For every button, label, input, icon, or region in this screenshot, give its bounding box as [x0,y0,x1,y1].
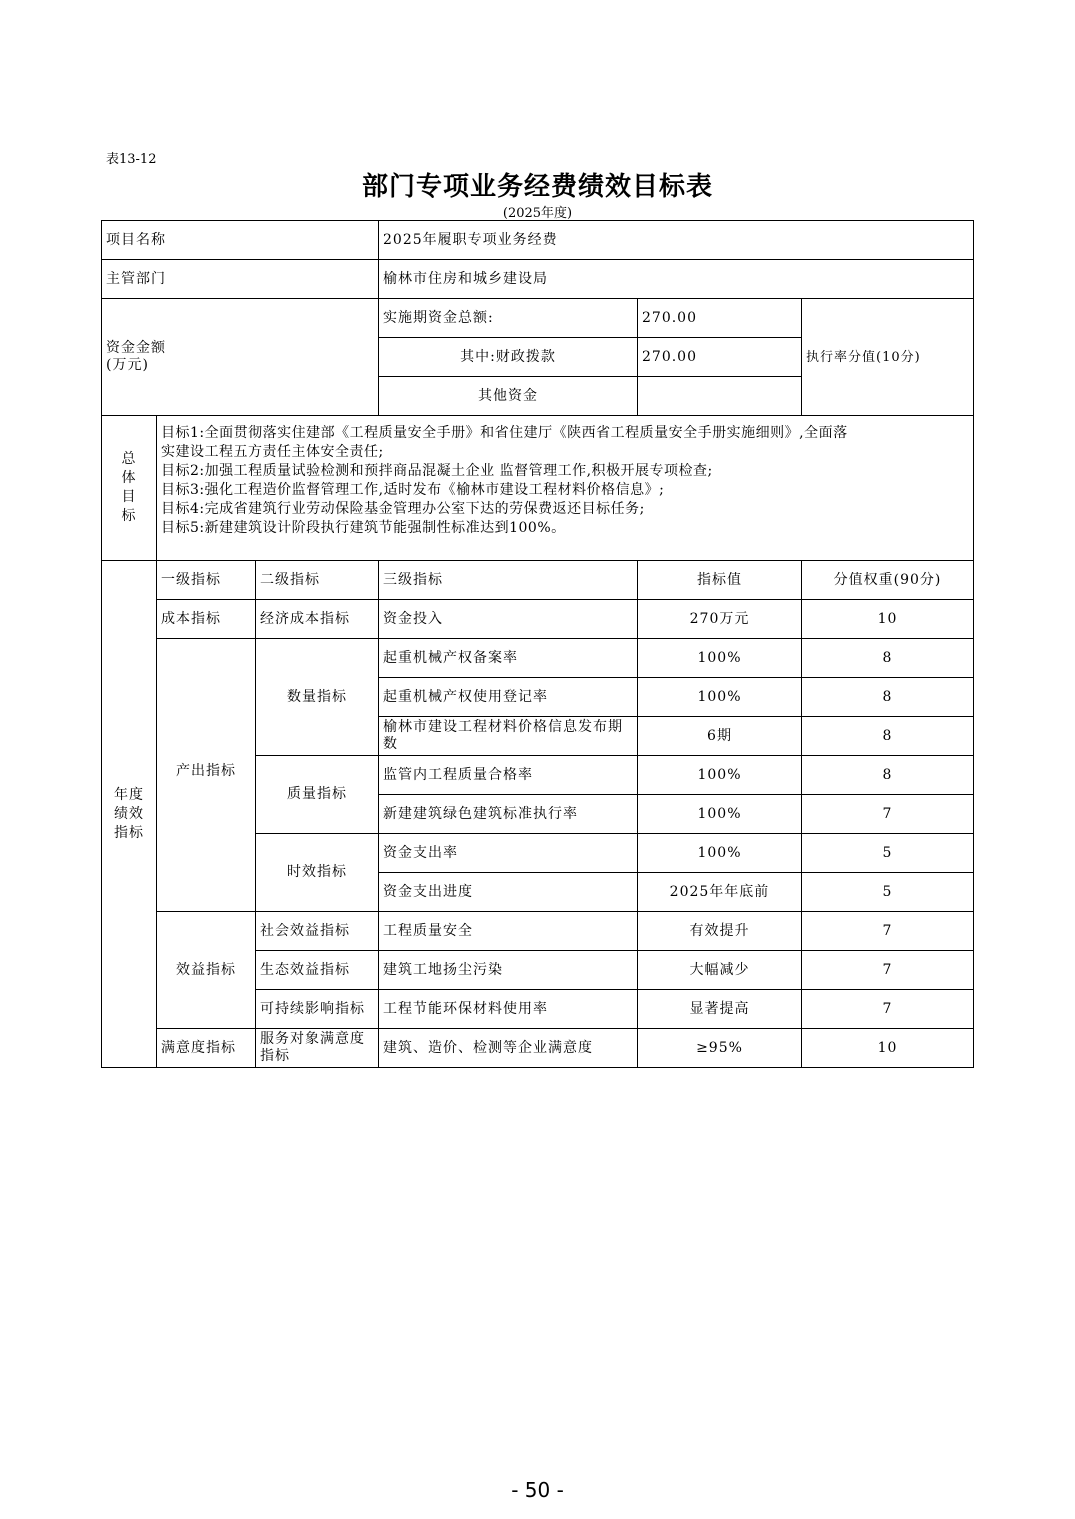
goal-line: 目标5:新建建筑设计阶段执行建筑节能强制性标准达到100%。 [161,520,566,536]
weight-cell: 8 [802,717,974,756]
department-value: 榆林市住房和城乡建设局 [379,260,974,299]
header-level3: 三级指标 [379,561,638,600]
annual-indicator-label [102,561,157,1068]
value-cell: 2025年年底前 [638,873,802,912]
level3-cell: 起重机械产权备案率 [379,639,638,678]
row-overall-goals [102,416,974,561]
weight-cell: 7 [802,912,974,951]
level2-service: 服务对象满意度指标 [256,1029,379,1068]
weight-cell: 5 [802,834,974,873]
level3-cell: 工程质量安全 [379,912,638,951]
fund-label-line-1: 资金金额 [106,340,166,356]
level2-quantity: 数量指标 [256,639,379,756]
header-level1: 一级指标 [157,561,256,600]
row-fund-total [102,299,974,338]
weight-cell: 10 [802,600,974,639]
page-title: 部门专项业务经费绩效目标表 [361,172,713,202]
overall-goal-label [102,416,157,561]
project-name-value: 2025年履职专项业务经费 [379,221,974,260]
goal-label-char: 标 [121,508,137,524]
value-cell: 100% [638,678,802,717]
overall-goal-text [157,416,974,561]
level1-satisfaction: 满意度指标 [157,1029,256,1068]
weight-cell: 7 [802,795,974,834]
execution-rate-label: 执行率分值(10分) [802,299,974,416]
value-cell: 有效提升 [638,912,802,951]
goal-line: 目标1:全面贯彻落实住建部《工程质量安全手册》和省住建厅《陕西省工程质量安全手册实施细则》,全面落 [161,425,848,441]
level2-eco: 生态效益指标 [256,951,379,990]
value-cell: 100% [638,639,802,678]
level3-cell: 资金投入 [379,600,638,639]
annual-label-part: 绩效 [114,805,144,822]
table-row [102,1029,974,1068]
goal-line: 目标3:强化工程造价监督管理工作,适时发布《榆林市建设工程材料价格信息》; [161,482,665,498]
table-row [102,639,974,678]
level1-benefit: 效益指标 [157,912,256,1029]
value-cell: 大幅减少 [638,951,802,990]
level2-timeliness: 时效指标 [256,834,379,912]
value-cell: 100% [638,795,802,834]
goal-label-char: 目 [121,489,137,505]
weight-cell: 7 [802,951,974,990]
level2-social: 社会效益指标 [256,912,379,951]
goal-line: 实建设工程五方责任主体安全责任; [161,444,384,460]
level3-cell: 资金支出率 [379,834,638,873]
weight-cell: 8 [802,756,974,795]
other-fund-value [638,377,802,416]
table-row [102,600,974,639]
other-fund-label: 其他资金 [379,377,638,416]
indicator-header-row [102,561,974,600]
goal-line: 目标4:完成省建筑行业劳动保险基金管理办公室下达的劳保费返还目标任务; [161,501,645,517]
goal-label-char: 总 [121,451,137,467]
level1-output: 产出指标 [157,639,256,912]
header-value: 指标值 [638,561,802,600]
level3-cell: 建筑工地扬尘污染 [379,951,638,990]
fiscal-year: (2025年度) [502,206,573,221]
weight-cell: 5 [802,873,974,912]
level2-sustain: 可持续影响指标 [256,990,379,1029]
annual-label-part: 指标 [114,824,144,841]
weight-cell: 8 [802,639,974,678]
header-weight: 分值权重(90分) [802,561,974,600]
row-project-name [102,221,974,260]
fund-label-line-2: (万元) [106,357,149,373]
level2-quality: 质量指标 [256,756,379,834]
weight-cell: 10 [802,1029,974,1068]
level3-cell: 资金支出进度 [379,873,638,912]
row-department [102,260,974,299]
value-cell: 100% [638,756,802,795]
total-fund-label: 实施期资金总额: [379,299,638,338]
level2-econ-cost: 经济成本指标 [256,600,379,639]
annual-label-part: 年度 [114,786,144,803]
value-cell: 270万元 [638,600,802,639]
goal-label-char: 体 [121,470,137,486]
fiscal-fund-value: 270.00 [638,338,802,377]
weight-cell: 7 [802,990,974,1029]
weight-cell: 8 [802,678,974,717]
total-fund-value: 270.00 [638,299,802,338]
level3-cell: 新建建筑绿色建筑标准执行率 [379,795,638,834]
level3-cell: 监管内工程质量合格率 [379,756,638,795]
department-label: 主管部门 [102,260,379,299]
value-cell: ≥95% [638,1029,802,1068]
project-name-label: 项目名称 [102,221,379,260]
value-cell: 100% [638,834,802,873]
level3-cell: 起重机械产权使用登记率 [379,678,638,717]
table-number: 表13-12 [106,152,157,167]
performance-target-table [101,220,974,1068]
level3-cell: 建筑、造价、检测等企业满意度 [379,1029,638,1068]
page-number: - 50 - [511,1478,564,1502]
level3-cell: 工程节能环保材料使用率 [379,990,638,1029]
goal-line: 目标2:加强工程质量试验检测和预拌商品混凝土企业 监督管理工作,积极开展专项检查; [161,463,713,479]
level3-cell: 榆林市建设工程材料价格信息发布期数 [379,717,638,756]
header-level2: 二级指标 [256,561,379,600]
value-cell: 显著提高 [638,990,802,1029]
table-row [102,912,974,951]
fund-amount-label [102,299,379,416]
level1-cost: 成本指标 [157,600,256,639]
value-cell: 6期 [638,717,802,756]
fiscal-fund-label: 其中:财政拨款 [379,338,638,377]
